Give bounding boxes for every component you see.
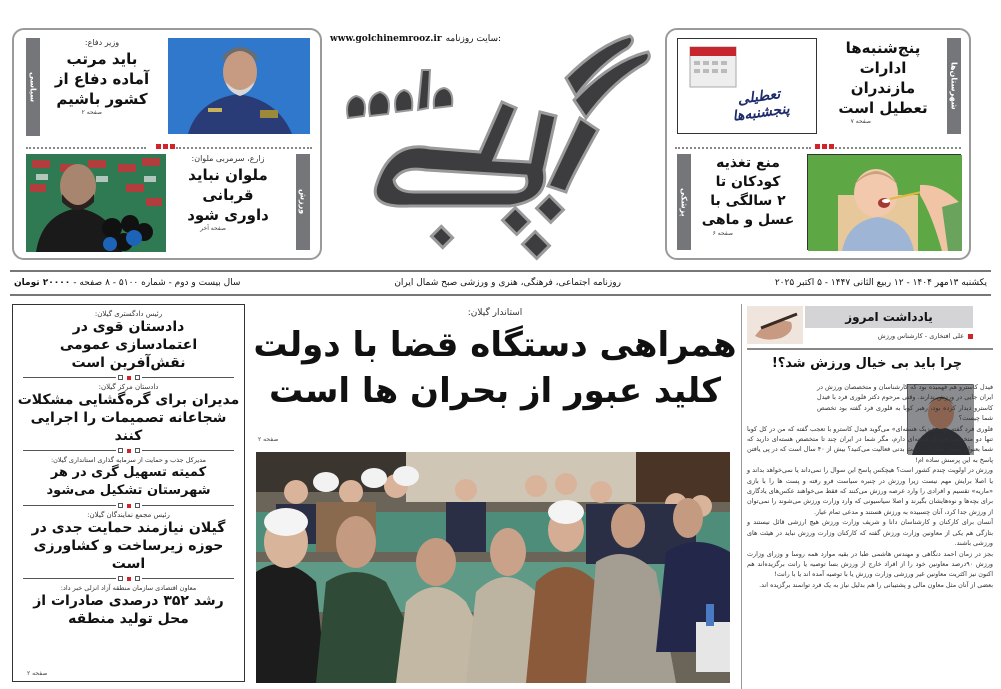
top-right-teaser-box [665, 28, 971, 260]
sports-page-ref: صفحه آخر [200, 225, 226, 232]
left-news-column [12, 304, 245, 682]
cities-headline-line3: مازندران [850, 79, 916, 97]
left-column-page-ref: صفحه ۲ [27, 670, 48, 677]
website-label: سایت روزنامه: [445, 34, 502, 44]
editorial-author: علی افتخاری - کارشناس ورزش [805, 332, 973, 340]
editorial-paragraph: فیدل کاسترو هم فهمیده بود که کارشناسان و متخصصان ورزش در ایران جایی در ورزش ندارند. وقتی مرحوم دکتر فلوری فرد با فیدل کاسترو دیدار کرده بود، رهبر کوبا به فلوری فرد گفته بود تخصص شما چیست؟ [817, 383, 993, 423]
paper-description: روزنامه اجتماعی، فرهنگی، هنری و ورزشی صبح شمال ایران [394, 278, 621, 288]
defense-minister-photo [168, 38, 310, 134]
website-url[interactable]: www.golchinemrooz.ir [330, 34, 442, 44]
editorial-paragraph: بعضی از آنان مثل معاون مالی و پشتیبانی را هم بدلیل نیاز به یک فرد توانمند برگزیده اند. [759, 580, 993, 589]
divider [26, 147, 146, 149]
politics-headline-line1: باید مرتب [66, 50, 138, 68]
calendar-caption: تعطیلی پنجشنبه‌ها [731, 86, 791, 125]
pen-writing-photo [747, 306, 803, 344]
main-headline-line2: کلید عبور از بحران ها است [268, 371, 722, 411]
sports-headline-line2: قربانی [202, 186, 254, 204]
sports-teaser[interactable] [164, 154, 292, 254]
editorial-paragraph: بجز در زمان احمد دنگاهی و مهندس هاشمی طبا در بقیه موارد همه روسا و وزرای وزارت ورزش ۹۰درصد معاونین خود را از افراد خارج از ورزش بسا توصیه یا رانت برگزیده‌اند هم اکنون نیز اکثریت معاونین غیر ورزشی وزارت ورزش یا با توصیه آمده اند یا با رانت! [747, 549, 993, 579]
issue-info-bar [10, 270, 991, 296]
politics-headline-line3: کشور باشیم [56, 90, 148, 108]
sports-headline-line3: داوری شود [187, 206, 269, 224]
main-headline-line1: همراهی دستگاه قضا با دولت [253, 325, 737, 365]
section-tab-politics[interactable]: سیاسی [26, 38, 40, 136]
sports-headline-line1: ملوان نباید [188, 166, 268, 184]
divider-ornament [23, 375, 234, 380]
issue-price-group [14, 278, 240, 288]
left-column-item[interactable]: رئیس مجمع نمایندگان گیلان: گیلان نیازمند حمایت جدی در حوزه زیرساخت و کشاورزی است [31, 511, 226, 572]
calendar-illustration [677, 38, 817, 134]
officials-seated-in-hall-photo [256, 452, 730, 683]
svg-text:گلچین: گلچین [330, 15, 371, 34]
politics-teaser[interactable] [42, 38, 162, 138]
cities-page-ref: صفحه ۷ [850, 118, 871, 125]
divider-ornament [156, 144, 175, 149]
editorial-column [745, 304, 993, 689]
editorial-paragraph: ورزش در اولویت چندم کشور است؟ هیچکس پاسخ این سوال را نمی‌داند یا نمی‌خواهد بداند و یا اصلا برایش مهم نیست زیرا ورزش در چنبره سیاست فرو رفته و پست ها را با بازی «ماریه» تقسیم و افرادی را وارد عرصه ورزش می‌کنند که فقط می‌خواهند عکس‌های یادگاری برای بچه‌ها و نوه‌هایشان بگیرند و اصلا سیاسیونی که وارد وزارت ورزش می‌شوند را نمی‌توان از ورزش جدا کرد، آنان چسبیده به ورزش هستند و مدعی تمام عیار. [747, 466, 993, 516]
cities-teaser[interactable] [825, 38, 941, 146]
section-tab-sports[interactable]: ورزش [296, 154, 310, 250]
left-column-item[interactable]: معاون اقتصادی سازمان منطقه آزاد انزلی خبر داد: رشد ۳۵۲ درصدی صادرات از محل تولید منطقه [33, 584, 224, 627]
issue-number: سال بیست و دوم - شماره ۵۱۰۰ - ۸ صفحه - [73, 278, 241, 288]
divider-ornament [23, 576, 234, 581]
price: ۲۰۰۰۰ تومان [14, 278, 71, 288]
main-story-page-ref: صفحه ۲ [258, 436, 279, 443]
politics-headline-line2: آماده دفاع از [54, 70, 150, 88]
baby-feeding-photo [807, 154, 961, 250]
divider-ornament [23, 503, 234, 508]
editorial-paragraph: آنسان برای کارکنان و کارشناسان دانا و شریف وزارت ورزش هیچ ارزشی قائل نیستند و بتازگی هم یکی از معاونین وزارت ورزش گفته که کارکنان وزارت ورزش نباید در هیئت های ورزشی باشند. [747, 518, 993, 548]
editorial-section-title: یادداشت امروز [805, 306, 973, 328]
coach-press-conference-photo [26, 154, 166, 252]
medical-headline-line3: ۲ سالگی با [710, 193, 786, 209]
editorial-body [747, 382, 993, 687]
section-tab-medical[interactable]: پزشکی [677, 154, 691, 250]
medical-page-ref: صفحه ۶ [712, 230, 733, 237]
main-story-kicker: استاندار گیلان: [467, 308, 523, 318]
politics-page-ref: صفحه ۲ [81, 109, 102, 116]
issue-date: یکشنبه ۱۳مهر ۱۴۰۴ - ۱۲ ربیع الثانی ۱۴۴۷ - ۵ اکتبر ۲۰۲۵ [774, 278, 987, 288]
main-story-headline[interactable] [252, 322, 738, 414]
column-rule [741, 304, 742, 689]
divider-ornament [23, 448, 234, 453]
politics-kicker: وزیر دفاع: [84, 38, 120, 47]
cities-headline-line4: تعطیل است [838, 99, 928, 117]
left-column-item[interactable]: دادستان مرکز گیلان: مدیران برای گره‌گشایی مشکلات شجاعانه تصمیمات را اجرایی کنند [17, 383, 240, 444]
divider-ornament [815, 144, 834, 149]
divider [176, 147, 312, 149]
top-left-teaser-box [12, 28, 322, 260]
medical-headline-line4: عسل و ماهی [701, 212, 795, 228]
medical-teaser[interactable] [693, 154, 803, 254]
left-column-item[interactable]: رئیس دادگستری گیلان: دادستان قوی در اعتمادسازی عمومی نقش‌آفرین است [59, 310, 198, 371]
left-column-item[interactable]: مدیرکل جذب و حمایت از سرمایه گذاری استانداری گیلان: کمیته تسهیل گری در هر شهرستان تشکیل می‌شود [46, 456, 211, 498]
medical-headline-line1: منع تغذیه [716, 155, 780, 171]
divider [747, 348, 993, 350]
section-tab-cities[interactable]: شهرستان‌ها [947, 38, 961, 134]
cities-headline-line2: ادارات [859, 59, 907, 77]
editorial-paragraph: فلوری فرد گفته بود «فیزیک هسته‌ای» می‌گوید فیدل کاسترو با تعجب گفته که من در کل کوبا تنها دو متخصص فیزیک هسته‌ای دارم، مگر شما در ایران چند تا متخصص هسته‌ای دارید که شما بعنوان رئیس سازمان تربیت بدنی فعالیت می‌کنید؟ بیش از ۴۰ سال است که در پی یافتن پاسخ به این پرسش ساده ام! [747, 424, 994, 464]
bullet-icon [968, 334, 973, 339]
medical-headline-line2: کودکان تا [715, 174, 781, 190]
sports-kicker: زارع، سرمربی ملوان: [191, 154, 265, 163]
divider [675, 147, 811, 149]
editorial-headline[interactable]: چرا باید بی خیال ورزش شد؟! [771, 356, 963, 371]
newspaper-logo [330, 15, 660, 265]
cities-headline-line1: پنج‌شنبه‌ها [845, 39, 921, 57]
divider [835, 147, 961, 149]
